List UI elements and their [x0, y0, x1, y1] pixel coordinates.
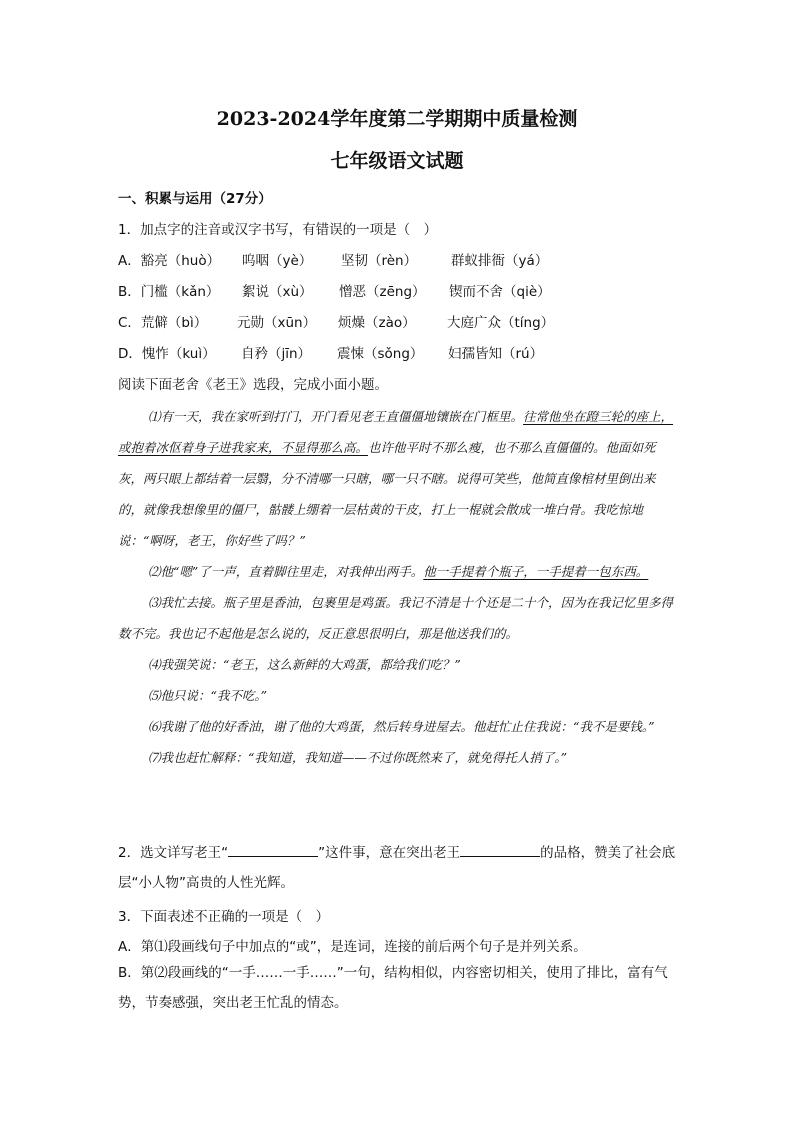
q1-option-b	[118, 280, 551, 300]
exam-title: 2023-2024学年度第二学期期中质量检测	[216, 108, 578, 130]
option-item: 憎恶（zēng）	[339, 284, 426, 300]
passage-paragraph-1	[118, 401, 678, 556]
q3-option-b	[118, 958, 678, 1018]
passage-paragraph-4: ⑷我强笑说：“老王，这么新鲜的大鸡蛋，都给我们吃？”	[148, 657, 461, 672]
answer-blank[interactable]	[460, 842, 540, 857]
option-item: B．门槛（kǎn）	[118, 284, 220, 300]
q2-text: ”这件事，意在突出老王	[318, 845, 461, 861]
q2	[118, 838, 678, 898]
passage-paragraph-5: ⑸他只说：“我不吃。”	[148, 688, 268, 703]
passage-paragraph-3: ⑶我忙去接。瓶子里是香油，包裹里是鸡蛋。我记不清是十个还是二十个，因为在我记忆里多得数不完。我也记不起他是怎么说的，反正意思很明白，那是他送我们的。	[118, 595, 674, 641]
option-item: 自矜（jīn）	[241, 346, 312, 362]
option-item: 元勋（xūn）	[237, 315, 317, 331]
q3-stem: 3．下面表述不正确的一项是（ ）	[118, 909, 330, 925]
section-heading: 一、积累与运用（27分）	[118, 191, 272, 207]
option-item: C．荒僻（bì）	[118, 315, 208, 331]
q1-option-d	[118, 342, 543, 362]
q1-stem: 1．加点字的注音或汉字书写，有错误的一项是（ ）	[118, 222, 438, 238]
option-item: 呜咽（yè）	[242, 253, 313, 269]
underlined-sentence: 他一手提着个瓶子，一手提着一包东西。	[423, 564, 649, 579]
q2-text: 的品格，赞美了社会底层“小人物”高贵的人性光辉。	[118, 845, 676, 891]
passage-text: ⑴有一天，我在家听到打门，开门看见老王直僵僵地镶嵌在门框里。	[148, 409, 524, 424]
option-item: 锲而不舍（qiè）	[449, 284, 551, 300]
q2-text: 2．选文详写老王“	[118, 845, 229, 861]
q1-option-c	[118, 311, 554, 331]
option-item: 震悚（sǒng）	[337, 346, 424, 362]
passage-text: 也许他平时不那么瘦，也不那么直僵僵的。他面如死灰，两只眼上都结着一层翳，分不清哪一只瞎，哪一只不瞎。说得可笑些，他简直像棺材里倒出来的，就像我想像里的僵尸，骷髅上绷着一层枯黄的干皮，打上一棍就会散成一堆白骨。我吃惊地说：“啊呀，老王，你好些了吗？”	[118, 440, 656, 548]
passage-paragraph-6: ⑹我谢了他的好香油，谢了他的大鸡蛋，然后转身进屋去。他赶忙止住我说：“我不是要钱。”	[148, 719, 655, 734]
passage-paragraph-7: ⑺我也赶忙解释：“我知道，我知道——不过你既然来了，就免得托人捎了。”	[148, 750, 568, 765]
option-item: 坚韧（rèn）	[341, 253, 418, 269]
option-item: 群蚁排衙（yá）	[451, 253, 549, 269]
reading-intro: 阅读下面老舍《老王》选段，完成小面小题。	[118, 377, 388, 393]
option-item: A．豁亮（huò）	[118, 253, 221, 269]
reading-passage	[118, 401, 678, 773]
answer-blank[interactable]	[228, 842, 318, 857]
underlined-sentence: 往常他坐在蹬三轮的座上，或抱着冰伛着身子进我家来，不显得那么高。	[118, 409, 674, 455]
q3-option-a: A．第⑴段画线句子中加点的“或”，是连词，连接的前后两个句子是并列关系。	[118, 939, 587, 955]
q3-option-b-text: B．第⑵段画线的“一手……一手……”一句，结构相似，内容密切相关，使用了排比，富有气势，节奏感强，突出老王忙乱的情态。	[118, 965, 668, 1011]
option-item: D．愧怍（kuì）	[118, 346, 216, 362]
passage-text: ⑵他“嗯”了一声，直着脚往里走，对我伸出两手。	[148, 564, 424, 579]
option-item: 絮说（xù）	[242, 284, 313, 300]
passage-paragraph-2	[118, 556, 678, 587]
option-item: 妇孺皆知（rú）	[448, 346, 544, 362]
option-item: 烦燥（zào）	[338, 315, 416, 331]
exam-subtitle: 七年级语文试题	[330, 150, 464, 172]
q1-option-a	[118, 249, 548, 269]
option-item: 大庭广众（tíng）	[447, 315, 555, 331]
